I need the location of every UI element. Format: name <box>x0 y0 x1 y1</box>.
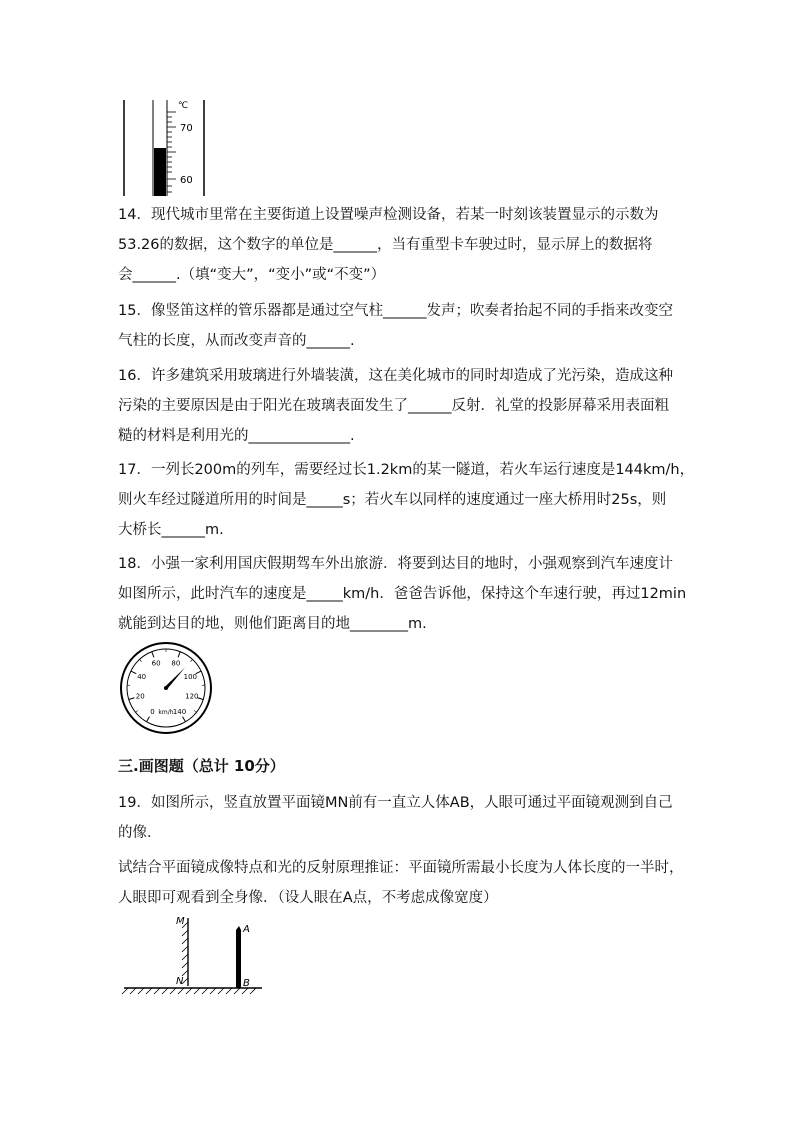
q18-line-3: 就能到达目的地，则他们距离目的地________m. <box>118 616 427 632</box>
q18-line-2: 如图所示，此时汽车的速度是_____km/h．爸爸告诉他，保持这个车速行驶，再过12min <box>118 586 687 602</box>
thermometer-ticks <box>167 112 176 192</box>
q18-line-1: 18．小强一家利用国庆假期驾车外出旅游．将要到达目的地时，小强观察到汽车速度计 <box>118 556 673 572</box>
label-a: A <box>243 924 250 935</box>
label-b: B <box>243 978 250 989</box>
speedometer-tick-label: 40 <box>137 672 147 681</box>
mercury-column <box>154 148 166 196</box>
ground-hatching <box>122 988 256 994</box>
speedometer-figure <box>118 640 218 735</box>
thermometer-figure <box>118 98 208 198</box>
q15-line-1: 15．像竖笛这样的管乐器都是通过空气柱______发声；吹奏者抬起不同的手指来改变空 <box>118 303 673 319</box>
speedometer-tick-label: 120 <box>185 692 199 701</box>
speedometer-hub <box>164 686 168 690</box>
speedometer-tick-label: 100 <box>183 672 198 681</box>
q19-line-3: 试结合平面镜成像特点和光的反射原理推证：平面镜所需最小长度为人体长度的一半时， <box>118 860 684 876</box>
label-m: M <box>176 916 185 927</box>
thermometer-tick-60-label: 60 <box>180 175 193 186</box>
label-n: N <box>176 976 184 987</box>
speedometer-tick-label: 140 <box>172 707 187 716</box>
thermometer-unit-label: ℃ <box>178 101 189 111</box>
q15-line-2: 气柱的长度，从而改变声音的______. <box>118 333 355 349</box>
q17-line-1: 17．一列长200m的列车，需要经过长1.2km的某一隧道，若火车运行速度是144km/h， <box>118 462 695 478</box>
q17-line-2: 则火车经过隧道所用的时间是_____s；若火车以同样的速度通过一座大桥用时25s，则 <box>118 492 667 508</box>
speedometer-tick-label: 20 <box>135 692 145 701</box>
mirror-figure <box>118 908 268 998</box>
q19-line-4: 人眼即可观看到全身像．（设人眼在A点，不考虑成像宽度） <box>118 890 498 906</box>
section-3-title: 三.画图题（总计 10分） <box>118 757 285 775</box>
mirror-hatching <box>182 922 188 984</box>
speedometer-tick-label: 60 <box>151 659 161 668</box>
q14-line-2: 53.26的数据，这个数字的单位是______，当有重型卡车驶过时，显示屏上的数据将 <box>118 237 653 253</box>
q14-line-1: 14．现代城市里常在主要街道上设置噪声检测设备，若某一时刻该装置显示的示数为 <box>118 207 659 223</box>
speedometer-tick-label: 0 <box>150 707 155 716</box>
q19-line-1: 19．如图所示，竖直放置平面镜MN前有一直立人体AB，人眼可通过平面镜观测到自己 <box>118 795 673 811</box>
speedometer-tick-label: 80 <box>171 659 181 668</box>
q17-line-3: 大桥长______m. <box>118 522 224 538</box>
q16-line-2: 污染的主要原因是由于阳光在玻璃表面发生了______反射．礼堂的投影屏幕采用表面粗 <box>118 398 669 414</box>
q16-line-1: 16．许多建筑采用玻璃进行外墙装潢，这在美化城市的同时却造成了光污染，造成这种 <box>118 368 673 384</box>
q14-line-3: 会______.（填“变大”，“变小”或“不变”） <box>118 267 386 283</box>
speedometer-unit-label: km/h <box>158 709 174 716</box>
person-ab <box>236 926 241 988</box>
q19-line-2: 的像． <box>118 825 162 841</box>
q16-line-3: 糙的材料是利用光的______________. <box>118 428 355 444</box>
thermometer-tick-70-label: 70 <box>180 123 193 134</box>
